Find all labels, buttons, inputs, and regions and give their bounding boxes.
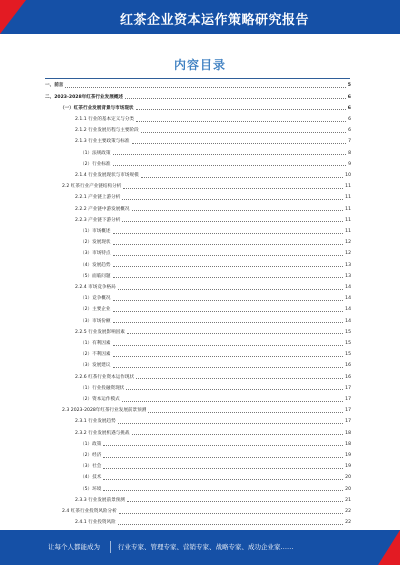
- toc-entry-page: 6: [347, 105, 351, 111]
- toc-entry-page: 13: [345, 262, 351, 268]
- toc-entry[interactable]: [80, 339, 351, 347]
- toc-entry-label: （1）有利因素: [80, 341, 111, 346]
- toc-leader-dots: [113, 266, 344, 267]
- toc-entry[interactable]: [62, 406, 351, 414]
- toc-entry[interactable]: [80, 305, 351, 313]
- toc-entry-label: （5）环境: [80, 486, 102, 492]
- toc-entry-page: 12: [345, 240, 351, 246]
- toc-entry-page: 20: [345, 475, 351, 481]
- toc-leader-dots: [103, 479, 343, 480]
- toc-leader-dots: [132, 434, 344, 435]
- toc-entry-label: 2.2.6 红茶行业资本运作现状: [75, 374, 135, 380]
- toc-entry-label: 二、2023-2028年红茶行业发展概述: [45, 94, 124, 100]
- toc-entry[interactable]: [60, 103, 351, 111]
- toc-leader-dots: [136, 121, 346, 122]
- toc-entry[interactable]: [80, 462, 351, 470]
- toc-entry-label: 2.4.1 行业投资风险: [75, 520, 116, 526]
- toc-leader-dots: [132, 210, 344, 211]
- toc-entry-label: （2）经济: [80, 453, 102, 458]
- toc-entry[interactable]: [80, 148, 351, 156]
- toc-leader-dots: [148, 412, 343, 413]
- toc-divider: [45, 78, 350, 79]
- toc-leader-dots: [113, 300, 344, 301]
- toc-entry[interactable]: [80, 294, 351, 302]
- toc-entry-label: （3）市场特点: [80, 251, 111, 257]
- toc-leader-dots: [113, 165, 347, 166]
- toc-entry[interactable]: [75, 171, 351, 179]
- toc-leader-dots: [122, 401, 343, 402]
- toc-entry[interactable]: [80, 473, 351, 481]
- toc-entry-page: 6: [348, 128, 351, 134]
- toc-entry-page: 15: [345, 341, 351, 346]
- toc-entry[interactable]: [75, 417, 351, 425]
- toc-leader-dots: [122, 199, 343, 200]
- toc-leader-dots: [119, 513, 343, 514]
- toc-entry-page: 12: [345, 251, 351, 257]
- toc-entry[interactable]: [75, 204, 351, 212]
- toc-entry[interactable]: [45, 92, 351, 100]
- toc-entry-page: 11: [345, 217, 351, 223]
- report-title: 红茶企业资本运作策略研究报告: [120, 13, 310, 28]
- toc-entry-label: （1）政策: [80, 441, 102, 447]
- toc-entry-label: 2.2.4 市场竞争格局: [75, 285, 116, 290]
- toc-entry-page: 19: [345, 464, 351, 470]
- toc-entry[interactable]: [75, 137, 351, 145]
- toc-entry[interactable]: [80, 271, 351, 279]
- toc-entry-page: 22: [345, 520, 351, 526]
- toc-leader-dots: [113, 311, 344, 312]
- toc-entry-label: 2.2.2 产业链中游发展概况: [75, 206, 130, 212]
- toc-entry-page: 18: [345, 430, 351, 436]
- toc-leader-dots: [132, 143, 347, 144]
- toc-entry-page: 18: [345, 441, 351, 447]
- toc-entry-label: （一）红茶行业发展背景与市场现状: [60, 105, 134, 111]
- toc-leader-dots: [113, 356, 344, 357]
- toc-entry[interactable]: [80, 238, 351, 246]
- toc-entry[interactable]: [75, 327, 351, 335]
- toc-entry[interactable]: [80, 451, 351, 459]
- toc-leader-dots: [103, 457, 343, 458]
- toc-leader-dots: [113, 255, 344, 256]
- toc-entry-label: （5）面临问题: [80, 273, 111, 279]
- toc-entry[interactable]: [80, 260, 351, 268]
- toc-entry-page: 19: [345, 453, 351, 458]
- toc-leader-dots: [113, 244, 344, 245]
- toc-entry-page: 5: [347, 83, 351, 89]
- toc-entry-page: 10: [345, 173, 351, 178]
- toc-entry-page: 15: [345, 352, 351, 358]
- toc-entry-page: 7: [348, 139, 351, 145]
- toc-entry-label: （2）主要企业: [80, 307, 111, 313]
- toc-entry-label: （3）市场份额: [80, 318, 111, 324]
- toc-entry-page: 15: [345, 329, 351, 335]
- toc-entry-page: 11: [345, 206, 351, 212]
- toc-entry-label: 2.1.3 行业主要政策与标准: [75, 139, 130, 145]
- toc-leader-dots: [113, 367, 344, 368]
- toc-entry[interactable]: [62, 182, 351, 190]
- toc-entry-label: 2.4 红茶行业投资风险分析: [62, 509, 117, 514]
- toc-leader-dots: [141, 177, 343, 178]
- toc-entry-label: （4）发展趋势: [80, 262, 111, 268]
- toc-entry[interactable]: [80, 439, 351, 447]
- toc-entry-page: 11: [345, 184, 351, 190]
- toc-leader-dots: [127, 333, 343, 334]
- footer-slogan: 让每个人都能成为: [48, 543, 100, 551]
- toc-entry-page: 17: [345, 408, 351, 414]
- toc-entry[interactable]: [45, 81, 351, 89]
- toc-entry-page: 17: [345, 385, 351, 391]
- toc-entry[interactable]: [75, 126, 351, 134]
- toc-entry[interactable]: [75, 372, 351, 380]
- toc-leader-dots: [141, 132, 346, 133]
- toc-leader-dots: [136, 378, 343, 379]
- toc-entry-label: 一、前言: [45, 83, 64, 89]
- toc-entry-label: （3）发展建议: [80, 363, 111, 369]
- toc-entry-label: 2.2 红茶行业产业链结构分析: [62, 184, 122, 190]
- toc-entry-page: 17: [345, 419, 351, 425]
- toc-entry-label: 2.2.1 产业链上游分析: [75, 195, 121, 201]
- toc-leader-dots: [103, 445, 343, 446]
- toc-entry[interactable]: [80, 383, 351, 391]
- toc-leader-dots: [118, 524, 343, 525]
- toc-entry-page: 21: [345, 497, 351, 503]
- toc-leader-dots: [122, 221, 343, 222]
- toc-entry-label: （1）竞争概况: [80, 296, 111, 302]
- toc-entry[interactable]: [80, 395, 351, 403]
- toc-entry[interactable]: [80, 484, 351, 492]
- page-footer: [0, 530, 400, 565]
- toc-entry-label: （4）技术: [80, 475, 102, 481]
- toc-entry-page: 22: [345, 509, 351, 514]
- toc-entry-label: 2.3.3 行业发展前景预测: [75, 497, 125, 503]
- toc-entry[interactable]: [75, 283, 351, 291]
- toc-entry-label: （1）法规政策: [80, 150, 111, 156]
- toc-entry-page: 14: [345, 296, 351, 302]
- toc-leader-dots: [103, 490, 343, 491]
- toc-entry-page: 17: [345, 397, 351, 402]
- toc-entry[interactable]: [80, 316, 351, 324]
- toc-entry-label: 2.2.3 产业链下游分析: [75, 217, 121, 223]
- toc-entry-label: （2）不利因素: [80, 352, 111, 358]
- toc-entry-label: 2.3.2 行业发展机遇与挑战: [75, 430, 130, 436]
- toc-entry-page: 13: [345, 273, 351, 279]
- toc-entry-page: 8: [348, 150, 351, 156]
- red-corner-stripe: [378, 530, 400, 565]
- toc-leader-dots: [103, 468, 343, 469]
- toc-leader-dots: [125, 98, 346, 99]
- toc-entry[interactable]: [80, 227, 351, 235]
- toc-leader-dots: [118, 289, 343, 290]
- toc-leader-dots: [113, 277, 344, 278]
- footer-roles: 行业专家、管理专家、营销专家、战略专家、成功企业家……: [118, 543, 294, 551]
- toc-entry-page: 14: [345, 307, 351, 313]
- toc-entry[interactable]: [75, 518, 351, 526]
- toc-entry[interactable]: [80, 159, 351, 167]
- toc-entry[interactable]: [75, 428, 351, 436]
- toc-leader-dots: [113, 345, 344, 346]
- red-corner-stripe: [0, 0, 26, 34]
- toc-entry[interactable]: [80, 249, 351, 257]
- toc-entry-page: 16: [345, 374, 351, 380]
- toc-entry-label: 2.2.5 行业发展影响因素: [75, 329, 125, 335]
- toc-entry[interactable]: [75, 115, 351, 123]
- toc-leader-dots: [118, 423, 343, 424]
- toc-leader-dots: [126, 389, 343, 390]
- toc-entry-label: 2.1.2 行业发展历程与主要阶段: [75, 128, 139, 134]
- toc-entry-page: 20: [345, 486, 351, 492]
- toc-entry[interactable]: [75, 193, 351, 201]
- toc-entry-label: 2.1.4 行业发展现状与市场规模: [75, 173, 139, 178]
- toc-entry[interactable]: [80, 361, 351, 369]
- toc-leader-dots: [65, 87, 345, 88]
- toc-leader-dots: [127, 501, 343, 502]
- toc-entry[interactable]: [75, 495, 351, 503]
- toc-entry-page: 6: [347, 94, 351, 100]
- toc-entry-page: 6: [348, 117, 351, 122]
- toc-entry-label: （2）资本运作模式: [80, 397, 120, 402]
- toc-leader-dots: [113, 154, 347, 155]
- toc-leader-dots: [123, 188, 343, 189]
- toc-entry[interactable]: [75, 215, 351, 223]
- toc-entry-page: 11: [345, 195, 351, 201]
- toc-entry-label: （2）行业标准: [80, 161, 111, 167]
- toc-entry-label: （1）行业投融资现状: [80, 385, 125, 391]
- footer-separator: [110, 541, 111, 553]
- toc-entry[interactable]: [80, 350, 351, 358]
- toc-entry-page: 16: [345, 363, 351, 369]
- toc-entry-label: （2）发展现状: [80, 240, 111, 246]
- toc-entry-label: 2.3 2023-2028年红茶行业发展前景预测: [62, 408, 147, 414]
- toc-entry-page: 14: [345, 285, 351, 290]
- toc-leader-dots: [113, 322, 344, 323]
- toc-entry-label: 2.1.1 行业的基本定义与分类: [75, 117, 135, 122]
- toc-entry-label: 2.3.1 行业发展趋势: [75, 419, 116, 425]
- toc-leader-dots: [136, 109, 346, 110]
- toc-entry-page: 14: [345, 318, 351, 324]
- toc-entry[interactable]: [62, 507, 351, 515]
- toc-entry-label: （1）市场概述: [80, 229, 111, 234]
- toc-entry-page: 9: [348, 161, 351, 167]
- toc-entry-label: （3）社会: [80, 464, 102, 470]
- page-header: [0, 0, 400, 34]
- toc-heading: 内容目录: [173, 58, 226, 72]
- toc-entry-page: 11: [345, 229, 351, 234]
- toc-leader-dots: [113, 233, 344, 234]
